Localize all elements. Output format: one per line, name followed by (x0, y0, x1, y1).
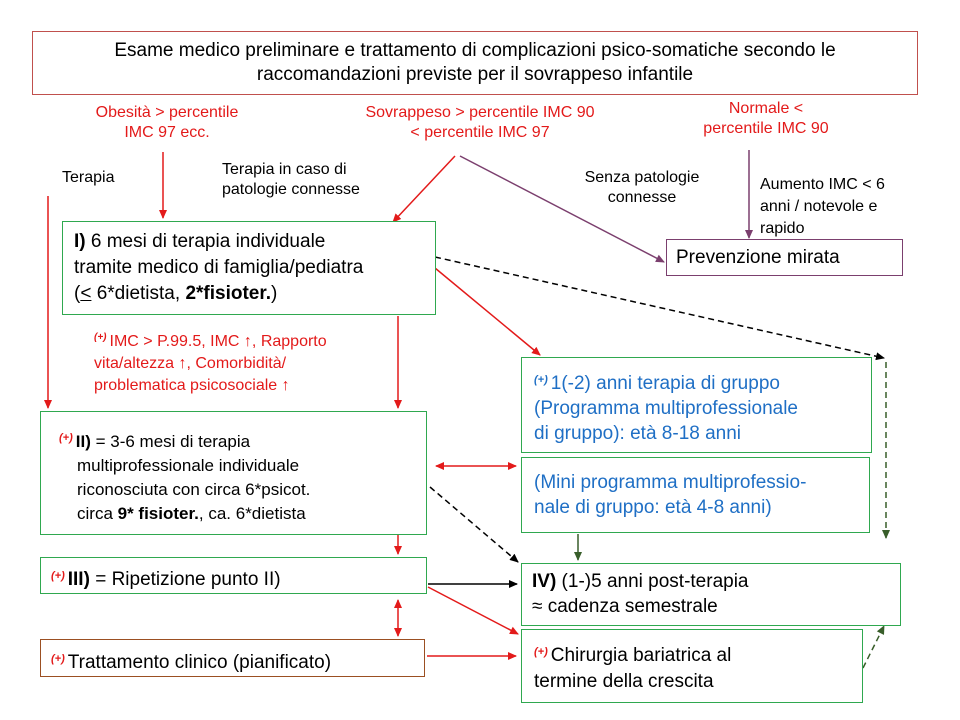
arrow-chirurgia-dashed-step4 (863, 626, 884, 668)
step4-box: IV) (1-)5 anni post-terapia ≈ cadenza semestrale (521, 563, 901, 626)
arrow-step1-to-gruppo (435, 268, 540, 355)
category-normale: Normale < percentile IMC 90 (703, 100, 829, 137)
label-criteria: (+) IMC > P.99.5, IMC ↑, Rapporto vita/altezza ↑, Comorbidità/ problematica psicosociale ↑ (94, 332, 327, 394)
prevenzione-box: Prevenzione mirata (666, 239, 903, 276)
category-sovrappeso: Sovrappeso > percentile IMC 90 < percentile IMC 97 (365, 104, 595, 141)
label-terapia-patologie: Terapia in caso di patologie connesse (222, 161, 360, 198)
mini-box: (Mini programma multiprofessio- nale di gruppo: età 4-8 anni) (521, 457, 870, 533)
header-line2: raccomandazioni previste per il sovrappeso infantile (256, 64, 694, 85)
label-senza-patologie: Senza patologie connesse (584, 169, 700, 206)
step1-box: I) 6 mesi di terapia individuale tramite medico di famiglia/pediatra (< 6*dietista, 2*fisioter.) (62, 221, 436, 315)
step3-box: (+) III) = Ripetizione punto II) (40, 557, 427, 594)
header-box (32, 31, 918, 95)
header-line1: Esame medico preliminare e trattamento di complicazioni psico-somatiche secondo le (114, 40, 836, 61)
clinico-box: (+) Trattamento clinico (pianificato) (40, 639, 425, 677)
criteria-sup: (+) (94, 332, 107, 343)
step1-roman: I) (74, 231, 86, 252)
arrow-sovrappeso-to-step1 (393, 156, 455, 222)
step2-box: (+) II) = 3-6 mesi di terapia multiprofessionale individuale riconosciuta con circa 6*psicot. circa 9* fisioter., ca. 6*dietista (40, 411, 427, 535)
arrow-step2-dashed-step4 (430, 487, 518, 562)
chirurgia-box: (+) Chirurgia bariatrica al termine della crescita (521, 629, 863, 703)
label-terapia: Terapia (62, 169, 115, 186)
gruppo-box: (+) 1(-2) anni terapia di gruppo (Programma multiprofessionale di gruppo): età 8-18 anni (521, 357, 872, 453)
label-aumento: Aumento IMC < 6 anni / notevole e rapido (760, 176, 885, 237)
category-obesita: Obesità > percentile IMC 97 ecc. (95, 104, 239, 141)
arrow-step3-to-chirurgia (428, 587, 518, 634)
